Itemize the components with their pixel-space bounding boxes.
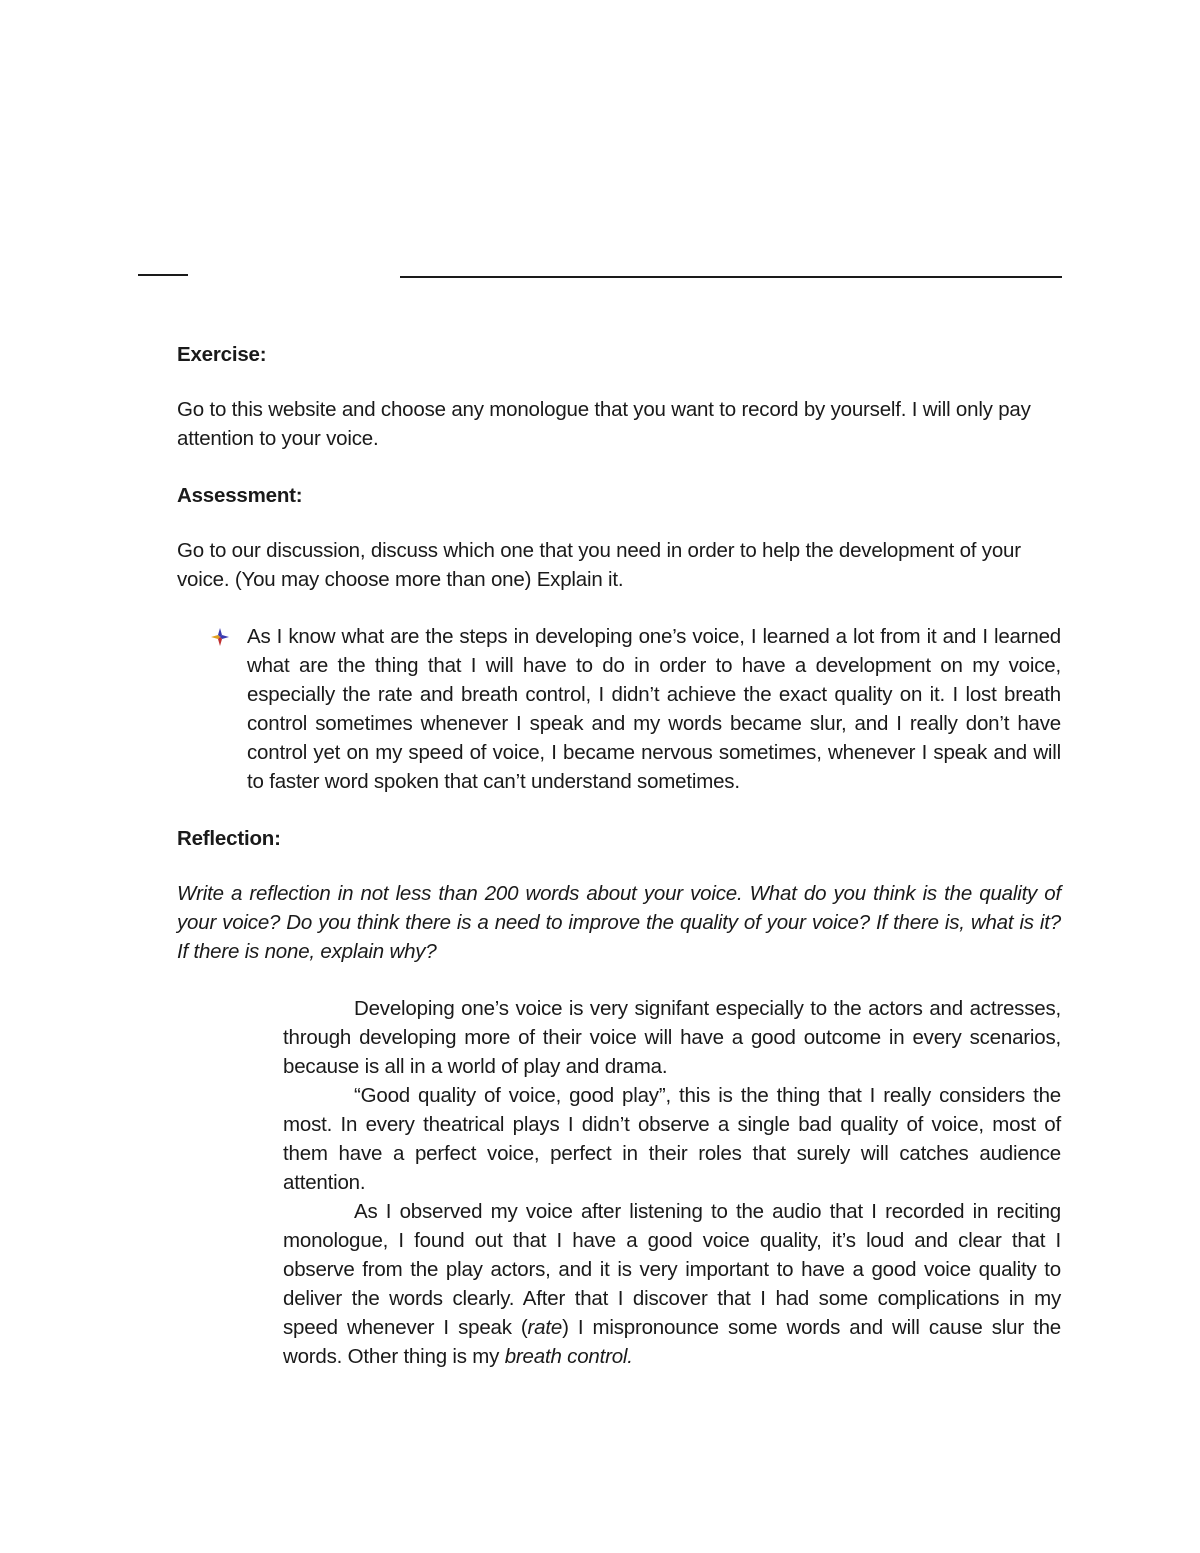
assessment-answer-bullet: [247, 622, 1061, 796]
reflection-p3-part-b: ) I mispronounce some words and will cause slur the words. Other thing is my: [283, 1316, 1061, 1368]
assessment-answer-text: As I know what are the steps in developing one’s voice, I learned a lot from it and I learned what are the thing that I will have to do in order to have a development on my voice, especially the rate and breath control, I didn’t achieve the exact quality on it. I lost breath control sometimes whenever I speak and my words became slur, and I really don’t have control yet on my speed of voice, I became nervous sometimes, whenever I speak and will to faster word spoken that can’t understand sometimes.: [247, 625, 1061, 793]
four-point-star-bullet-icon: [211, 628, 229, 646]
assessment-text: Go to our discussion, discuss which one that you need in order to help the development of your voice. (You may choose more than one) Explain it.: [177, 539, 1021, 591]
exercise-heading: Exercise:: [177, 343, 267, 366]
document-body: [177, 340, 1061, 1371]
reflection-p3-breath: breath control.: [504, 1345, 633, 1368]
reflection-paragraph-2: “Good quality of voice, good play”, this is the thing that I really considers the most. In every theatrical plays I didn’t observe a single bad quality of voice, most of them have a perfect voice, perfect in their roles that surely will catches audience attention.: [283, 1084, 1061, 1194]
reflection-paragraph-3: [283, 1197, 1061, 1371]
header-rule-short: [138, 274, 188, 276]
reflection-heading: Reflection:: [177, 827, 281, 850]
reflection-p3-part-a: As I observed my voice after listening to the audio that I recorded in reciting monologue, I found out that I have a good voice quality, it’s loud and clear that I observe from the play actors, and it is very important to have a good voice quality to deliver the words clearly. After that I discover that I had some complications in my speed whenever I speak (: [283, 1200, 1061, 1339]
assessment-heading: Assessment:: [177, 484, 303, 507]
reflection-paragraph-1: Developing one’s voice is very signifant especially to the actors and actresses, through developing more of their voice will have a good outcome in every scenarios, because is all in a world of play and drama.: [283, 997, 1061, 1078]
reflection-p3-rate: rate: [527, 1316, 563, 1339]
exercise-text: Go to this website and choose any monologue that you want to record by yourself. I will only pay attention to your voice.: [177, 398, 1031, 450]
reflection-prompt: Write a reflection in not less than 200 words about your voice. What do you think is the quality of your voice? Do you think there is a need to improve the quality of your voice? If there is, what is it? If there is none, explain why?: [177, 882, 1061, 963]
header-rule-long: [400, 276, 1062, 278]
reflection-answer: [283, 994, 1061, 1371]
